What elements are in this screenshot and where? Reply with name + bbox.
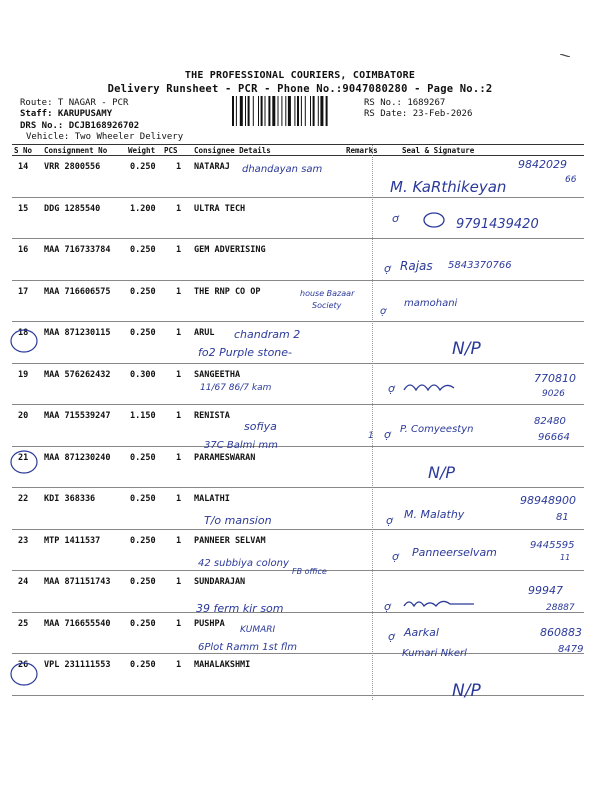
r23-detail-a: 42 subbiya colony (198, 558, 289, 569)
r19-phone-a: 770810 (534, 372, 576, 385)
cell-name: SUNDARAJAN (194, 577, 246, 587)
cell-weight: 0.250 (130, 286, 156, 297)
r17-detail-a: house Bazaar (300, 289, 355, 298)
route-label: Route: T NAGAR - PCR (20, 98, 129, 108)
r18-detail-a: chandram 2 (234, 328, 301, 341)
col-details: Consignee Details (194, 146, 271, 155)
cell-sno: 16 (18, 245, 29, 255)
r18-status: N/P (452, 339, 481, 359)
cell-consignment: MAA 871151743 (44, 577, 111, 587)
col-seal-signature: Seal & Signature (402, 146, 475, 155)
cell-name: SANGEETHA (194, 369, 241, 380)
col-pcs: PCS (164, 146, 178, 155)
cell-weight: 0.250 (130, 618, 156, 629)
cell-sno: 22 (18, 494, 29, 504)
col-weight: Weight (128, 146, 156, 155)
cell-sno: 18 (18, 328, 29, 338)
cell-sno: 21 (18, 452, 29, 463)
r22-phone-a: 98948900 (520, 494, 576, 507)
cell-name: THE RNP CO OP (194, 286, 261, 297)
cell-consignment: MAA 716655540 (44, 618, 111, 629)
company-title: THE PROFESSIONAL COURIERS, COIMBATORE (184, 70, 416, 81)
cell-sno: 26 (18, 660, 29, 670)
cell-consignment: VPL 231111553 (44, 660, 111, 670)
staff-label: Staff: KARUPUSAMY (20, 109, 113, 119)
cell-name: RENISTA (194, 411, 230, 421)
r22-phone-b: 81 (556, 512, 569, 523)
r16-phone: 5843370766 (448, 260, 512, 271)
cell-pcs: 1 (176, 245, 182, 255)
r26-status: N/P (452, 681, 481, 701)
cell-weight: 0.250 (130, 577, 156, 587)
cell-sno: 23 (18, 535, 29, 546)
cell-name: NATARAJ (194, 162, 230, 172)
r15-signature-scribble (424, 213, 444, 227)
cell-weight: 0.250 (130, 452, 156, 463)
cell-weight: 0.300 (130, 369, 156, 380)
cell-pcs: 1 (176, 411, 182, 421)
cell-pcs: 1 (176, 535, 182, 546)
cell-sno: 14 (18, 162, 29, 172)
cell-pcs: 1 (176, 660, 182, 670)
cell-consignment: MAA 716733784 (44, 245, 111, 255)
cell-weight: 1.200 (130, 203, 156, 214)
r24-phone-a: 99947 (528, 584, 563, 597)
cell-pcs: 1 (176, 577, 182, 587)
r20-detail-b: 37C Balmi mm (204, 440, 278, 451)
r24-phone-b: 28887 (546, 603, 575, 613)
r16-signature: Rajas (400, 259, 433, 273)
r15-phone: 9791439420 (456, 217, 539, 232)
r20-phone-a: 82480 (534, 416, 566, 427)
r20-tick: ợ (384, 428, 391, 441)
cell-sno: 19 (18, 369, 29, 380)
r20-mark: 1 (368, 431, 374, 441)
cell-consignment: DDG 1285540 (44, 203, 101, 214)
r25-phone-b: 8479 (558, 644, 584, 655)
r16-tick: ợ (384, 262, 391, 275)
cell-weight: 0.250 (130, 535, 156, 546)
r14-detail-note: dhandayan sam (242, 164, 323, 175)
r18-detail-b: fo2 Purple stone- (198, 346, 293, 359)
r21-status: N/P (428, 463, 456, 482)
cell-sno: 15 (18, 203, 29, 214)
r22-tick: ợ (386, 514, 393, 527)
r25-detail-a: KUMARI (240, 625, 276, 635)
r24-tick: ợ (384, 600, 391, 613)
rs-date: RS Date: 23-Feb-2026 (364, 109, 473, 119)
cell-weight: 0.250 (130, 162, 156, 172)
r20-detail-a: sofiya (244, 420, 277, 433)
r17-tick: ợ (380, 306, 387, 317)
cell-sno: 24 (18, 577, 29, 587)
col-remarks: Remarks (346, 146, 378, 155)
cell-weight: 1.150 (130, 411, 156, 421)
cell-weight: 0.250 (130, 494, 156, 504)
r25-detail-b: 6Plot Ramm 1st flm (198, 642, 297, 653)
cell-weight: 0.250 (130, 245, 156, 255)
cell-name: PANNEER SELVAM (194, 535, 266, 546)
cell-consignment: KDI 368336 (44, 494, 96, 504)
cell-consignment: MAA 871230115 (44, 328, 111, 338)
cell-pcs: 1 (176, 618, 182, 629)
cell-name: GEM ADVERISING (194, 245, 266, 255)
r25-phone-a: 860883 (540, 626, 582, 639)
col-consignment: Consignment No (44, 146, 108, 155)
cell-pcs: 1 (176, 328, 182, 338)
cell-pcs: 1 (176, 369, 182, 380)
r24-detail: 39 ferm kir som (196, 602, 284, 615)
r23-phone-b: 11 (560, 553, 571, 562)
cell-pcs: 1 (176, 494, 182, 504)
runsheet-subtitle: Delivery Runsheet - PCR - Phone No.:9047080280 - Page No.:2 (107, 83, 493, 95)
cell-consignment: MTP 1411537 (44, 535, 101, 546)
cell-name: ARUL (194, 328, 215, 338)
drs-label: DRS No.: DCJB168926702 (20, 121, 140, 131)
cell-name: MALATHI (194, 494, 230, 504)
cell-name: MAHALAKSHMI (194, 660, 251, 670)
r24-signature-scribble (404, 601, 474, 606)
cell-pcs: 1 (176, 286, 182, 297)
cell-consignment: MAA 871230240 (44, 452, 111, 463)
r25-signature-a: Aarkal (404, 626, 439, 639)
r23-phone-a: 9445595 (530, 540, 575, 551)
cell-sno: 25 (18, 618, 29, 629)
r20-phone-b: 96664 (538, 432, 570, 443)
circle-mark-26 (11, 663, 37, 685)
r23-signature: Panneerselvam (412, 546, 497, 559)
rs-number: RS No.: 1689267 (364, 98, 446, 108)
cell-name: PUSHPA (194, 618, 225, 629)
r25-signature-b: Kumari Nkerl (402, 648, 467, 659)
r23-detail-b: FB office (292, 567, 327, 576)
r15-tick: ơ (392, 212, 399, 225)
cell-name: PARAMESWARAN (194, 452, 256, 463)
r22-detail: T/o mansion (204, 514, 272, 527)
r19-signature-scribble (404, 385, 454, 390)
r14-phone-a: 9842029 (518, 158, 567, 171)
r19-detail: 11/67 86/7 kam (200, 383, 272, 393)
cell-weight: 0.250 (130, 660, 156, 670)
cell-name: ULTRA TECH (194, 203, 246, 214)
cell-sno: 20 (18, 411, 29, 421)
cell-pcs: 1 (176, 452, 182, 463)
r20-signature: P. Comyeestyn (400, 424, 474, 435)
r25-tick: ợ (388, 630, 395, 643)
r17-signature: mamohani (404, 298, 458, 309)
r14-phone-b: 66 (565, 175, 577, 185)
circle-mark-21 (11, 451, 37, 473)
cell-sno: 17 (18, 286, 29, 297)
col-sno: S No (14, 146, 33, 155)
cell-consignment: VRR 2800556 (44, 162, 101, 172)
r17-detail-b: Society (312, 301, 342, 310)
cell-pcs: 1 (176, 203, 182, 214)
r19-tick: ợ (388, 382, 395, 395)
r14-signature: M. KaRthikeyan (390, 178, 507, 196)
circle-mark-18 (11, 330, 37, 352)
cell-consignment: MAA 715539247 (44, 411, 111, 421)
cell-consignment: MAA 716606575 (44, 286, 111, 297)
r19-phone-b: 9026 (542, 389, 565, 399)
cell-weight: 0.250 (130, 328, 156, 338)
cell-consignment: MAA 576262432 (44, 369, 111, 380)
cell-pcs: 1 (176, 162, 182, 172)
r23-tick: ợ (392, 550, 399, 563)
vehicle-label: Vehicle: Two Wheeler Delivery (26, 132, 184, 142)
r22-signature: M. Malathy (404, 508, 465, 521)
